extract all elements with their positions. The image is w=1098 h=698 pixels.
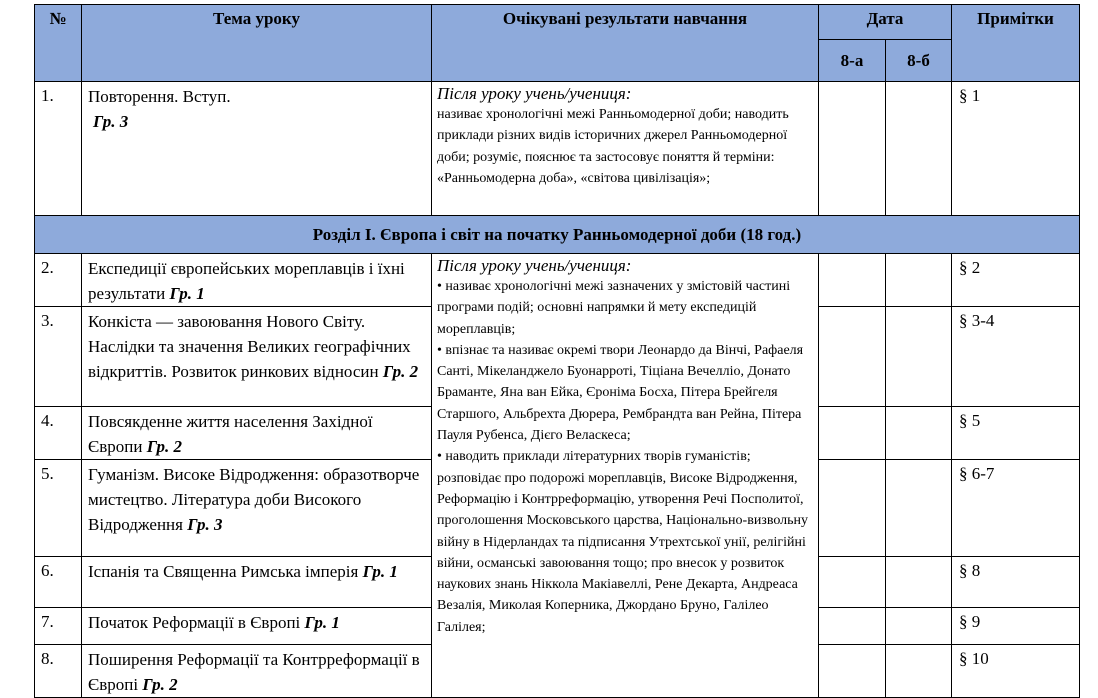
date-cell-a (819, 254, 886, 307)
row-topic (82, 645, 432, 698)
date-cell-b (886, 645, 952, 698)
row-topic-text: Повсякденне життя населення Західної Європи (88, 412, 373, 456)
row-number: 3. (35, 307, 82, 407)
curriculum-table (34, 4, 1080, 698)
date-cell-b (886, 82, 952, 216)
row-note: § 2 (952, 254, 1080, 307)
row-number: 1. (35, 82, 82, 216)
date-cell-b (886, 460, 952, 557)
date-cell-a (819, 557, 886, 608)
results-text: називає хронологічні межі Ранньомодерної доби; наводить приклади різних видів історичних джерел Ранньомодерної доби; розуміє, пояснює та застосовує поняття й терміни: «Ранньомодерна доба», «світова цивілізація»; (437, 107, 789, 186)
header-row (35, 5, 1080, 40)
date-cell-b (886, 608, 952, 645)
row-note: § 8 (952, 557, 1080, 608)
row-number: 6. (35, 557, 82, 608)
row-number: 8. (35, 645, 82, 698)
date-cell-a (819, 307, 886, 407)
row-group: Гр. 1 (169, 284, 205, 303)
results-lead: Після уроку учень/учениця: (437, 256, 632, 275)
row-results (432, 82, 819, 216)
row-group: Гр. 2 (146, 437, 182, 456)
row-note: § 3-4 (952, 307, 1080, 407)
header-date: Дата (819, 5, 952, 40)
row-note: § 1 (952, 82, 1080, 216)
row-note: § 9 (952, 608, 1080, 645)
row-note: § 5 (952, 407, 1080, 460)
results-text: • називає хронологічні межі зазначених у змістовій частині програми подій; основні напрямки й мету експедицій мореплавців; • впізнає та називає окремі твори Леонардо да Вінчі, Рафаеля Санті, Мікеланджело Буонарроті, Тіціана Вечелліо, Донато Браманте, Яна ван Ейка, Єроніма Босха, Пітера Брейгеля Старшого, Альбрехта Дюрера, Рембрандта ван Рейна, Пітера Пауля Рубенса, Дієго Веласкеса; • наводить приклади літературних творів гуманістів; розповідає про подорожі мореплавців, Високе Відродження, Реформацію і Контрреформацію, утворення Речі Посполитої, проголошення Московського царства, Національно-визвольну війну в Нідерландах та підписання Утрехтської унії, релігійні війни, османські завоювання тощо; про внесок у розвиток наукових знань Ніккола Макіавеллі, Рене Декарта, Андреаса Везалія, Миколая Коперника, Джордано Бруно, Галілео Галілея; (437, 279, 809, 635)
section-title: Розділ І. Європа і світ на початку Ранньомодерної доби (18 год.) (35, 216, 1080, 254)
row-topic-text: Іспанія та Священна Римська імперія (88, 562, 359, 581)
row-group: Гр. 1 (362, 562, 398, 581)
row-group: Гр. 3 (93, 112, 129, 131)
date-cell-b (886, 557, 952, 608)
row-number: 4. (35, 407, 82, 460)
row-topic (82, 307, 432, 407)
row-group: Гр. 3 (187, 515, 223, 534)
date-cell-a (819, 82, 886, 216)
date-cell-a (819, 460, 886, 557)
header-num: № (35, 5, 82, 82)
table-row (35, 82, 1080, 216)
row-note: § 6-7 (952, 460, 1080, 557)
date-cell-b (886, 407, 952, 460)
date-cell-a (819, 645, 886, 698)
row-group: Гр. 1 (304, 613, 340, 632)
results-lead: Після уроку учень/учениця: (437, 84, 632, 103)
table-row (35, 254, 1080, 307)
row-topic-text: Повторення. Вступ. (88, 87, 231, 106)
row-topic-text: Конкіста — завоювання Нового Світу. Наслідки та значення Великих географічних відкриттів. Розвиток ринкових відносин (88, 312, 411, 381)
row-group: Гр. 2 (382, 362, 419, 381)
row-topic-text: Гуманізм. Високе Відродження: образотворче мистецтво. Література доби Високого Відродження (88, 465, 420, 534)
date-cell-b (886, 307, 952, 407)
header-class-b: 8-б (886, 40, 952, 82)
row-topic (82, 608, 432, 645)
header-notes: Примітки (952, 5, 1080, 82)
section-results (432, 254, 819, 698)
date-cell-a (819, 608, 886, 645)
date-cell-a (819, 407, 886, 460)
row-topic-text: Експедиції європейських мореплавців і їхні результати (88, 259, 405, 303)
row-note: § 10 (952, 645, 1080, 698)
row-number: 5. (35, 460, 82, 557)
header-class-a: 8-а (819, 40, 886, 82)
row-number: 2. (35, 254, 82, 307)
section-row (35, 216, 1080, 254)
row-topic-text: Початок Реформації в Європі (88, 613, 301, 632)
row-topic (82, 407, 432, 460)
header-topic: Тема уроку (82, 5, 432, 82)
row-topic (82, 557, 432, 608)
header-results: Очікувані результати навчання (432, 5, 819, 82)
row-topic-text: Поширення Реформації та Контрреформації в Європі (88, 650, 420, 694)
row-topic (82, 460, 432, 557)
row-group: Гр. 2 (142, 675, 178, 694)
date-cell-b (886, 254, 952, 307)
row-topic (82, 254, 432, 307)
row-number: 7. (35, 608, 82, 645)
row-topic (82, 82, 432, 216)
